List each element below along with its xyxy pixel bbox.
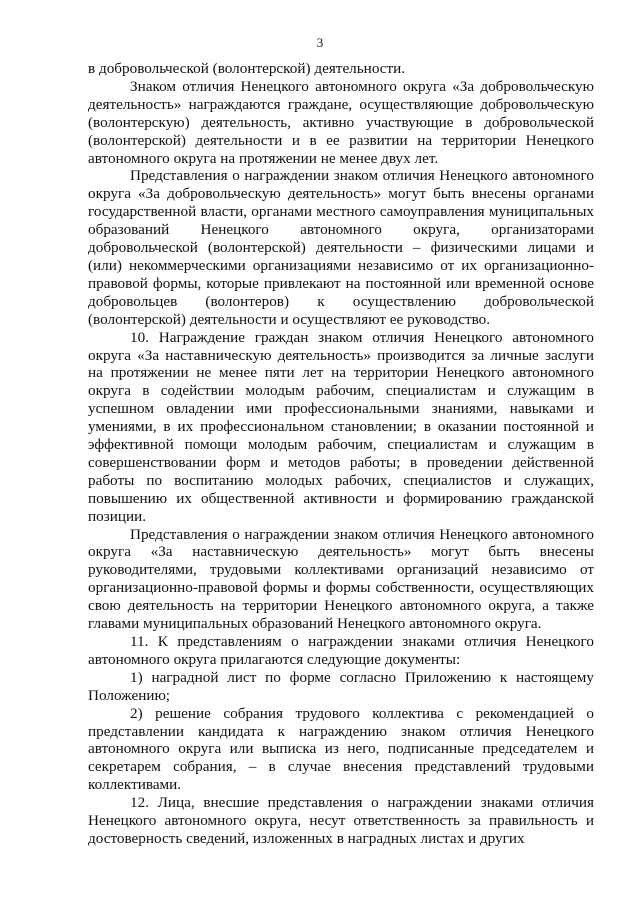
page-number: 3: [316, 35, 324, 50]
paragraph-continuation: в добровольческой (волонтерской) деятельности.: [88, 60, 406, 77]
document-body: [88, 60, 594, 848]
paragraph-mentor-nominators: Представления о награждении знаком отличия Ненецкого автономного округа «За наставническую деятельность» могут быть внесены руководителями, трудовыми коллективами организаций независимо от организационно-правовой формы и формы собственности, осуществляющих свою деятельность на территории Ненецкого автономного округа, а также главами муниципальных образований Ненецкого автономного округа.: [88, 525, 594, 633]
paragraph-volunteer-nominators: Представления о награждении знаком отличия Ненецкого автономного округа «За добровольческую деятельность» могут быть внесены органами государственной власти, органами местного самоуправления муниципальных образований Ненецкого автономного округа, организаторами добровольческой (волонтерской) деятельности – физическими лицами и (или) некоммерческими организациями независимо от их организационно-правовой формы, которые привлекают на постоянной или временной основе добровольцев (волонтеров) к осуществлению добровольческой (волонтерской) деятельности и осуществляют ее руководство.: [88, 167, 594, 328]
paragraph-subitem-1: 1) наградной лист по форме согласно Приложению к настоящему Положению;: [88, 668, 594, 704]
paragraph-item-10: 10. Награждение граждан знаком отличия Ненецкого автономного округа «За наставническую деятельность» производится за личные заслуги на протяжении не менее пяти лет на территории Ненецкого автономного округа в содействии молодым рабочим, специалистам и служащим в успешном овладении ими профессиональными знаниями, навыками и умениями, в их профессиональном становлении; в оказании постоянной и эффективной помощи молодым рабочим, специалистам и служащим в совершенствовании форм и методов работы; в проведении действенной работы по воспитанию молодых рабочих, специалистов и служащих, повышению их общественной активности и формированию гражданской позиции.: [88, 328, 594, 525]
paragraph-subitem-2: 2) решение собрания трудового коллектива с рекомендацией о представлении кандидата к награждению знаком отличия Ненецкого автономного округа или выписка из него, подписанные председателем и секретарем собрания, – в случае внесения представлений трудовыми коллективами.: [88, 704, 594, 794]
paragraph-item-11: 11. К представлениям о награждении знаками отличия Ненецкого автономного округа прилагаются следующие документы:: [88, 633, 594, 668]
paragraph-volunteer-award-criteria: Знаком отличия Ненецкого автономного округа «За добровольческую деятельность» награждаются граждане, осуществляющие добровольческую (волонтерскую) деятельность, активно участвующие в добровольческой (волонтерской) деятельности и в ее развитии на территории Ненецкого автономного округа на протяжении не менее двух лет.: [88, 77, 594, 167]
paragraph-item-12: 12. Лица, внесшие представления о награждении знаками отличия Ненецкого автономного округа, несут ответственность за правильность и достоверность сведений, изложенных в наградных листах и других: [88, 794, 594, 847]
